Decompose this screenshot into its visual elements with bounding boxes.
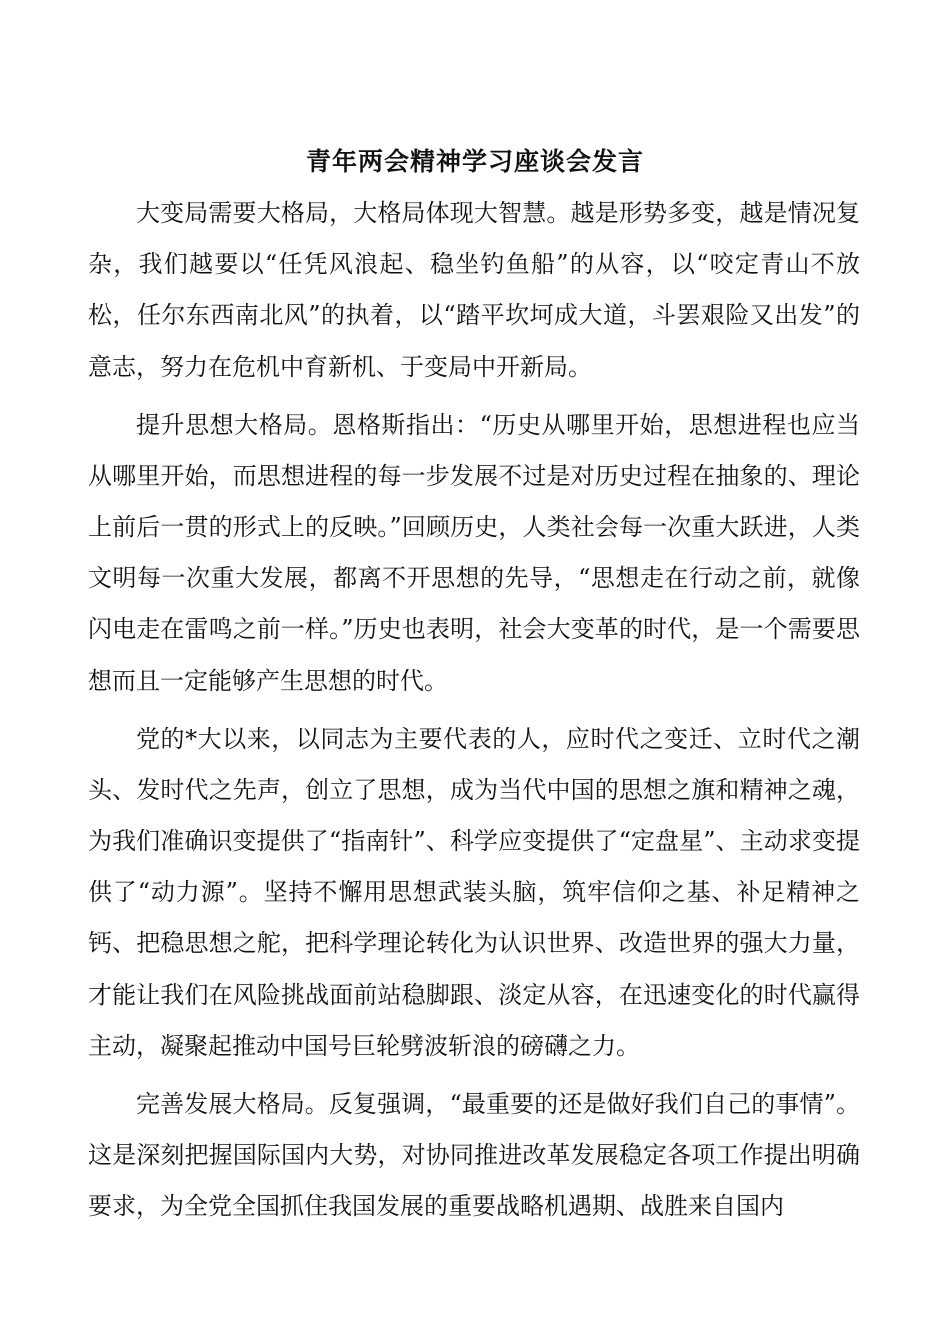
- paragraph: 完善发展大格局。反复强调，“最重要的还是做好我们自己的事情”。这是深刻把握国际国内大势，对协同推进改革发展稳定各项工作提出明确要求，为全党全国抓住我国发展的重要战略机遇期、战胜来自国内: [88, 1089, 860, 1221]
- paragraph: 大变局需要大格局，大格局体现大智慧。越是形势多变，越是情况复杂，我们越要以“任凭风浪起、稳坐钓鱼船”的从容，以“咬定青山不放松，任尔东西南北风”的执着，以“踏平坎坷成大道，斗罢艰险又出发”的意志，努力在危机中育新机、于变局中开新局。: [88, 199, 860, 381]
- document-title: 青年两会精神学习座谈会发言: [305, 147, 644, 176]
- paragraph: 党的*大以来，以同志为主要代表的人，应时代之变迁、立时代之潮头、发时代之先声，创立了思想，成为当代中国的思想之旗和精神之魂，为我们准确识变提供了“指南针”、科学应变提供了“定盘星”、主动求变提供了“动力源”。坚持不懈用思想武装头脑，筑牢信仰之基、补足精神之钙、把稳思想之舵，把科学理论转化为认识世界、改造世界的强大力量，才能让我们在风险挑战面前站稳脚跟、淡定从容，在迅速变化的时代赢得主动，凝聚起推动中国号巨轮劈波斩浪的磅礴之力。: [88, 724, 860, 1060]
- paragraph: 提升思想大格局。恩格斯指出：“历史从哪里开始，思想进程也应当从哪里开始，而思想进程的每一步发展不过是对历史过程在抽象的、理论上前后一贯的形式上的反映。”回顾历史，人类社会每一次重大跃进，人类文明每一次重大发展，都离不开思想的先导，“思想走在行动之前，就像闪电走在雷鸣之前一样。”历史也表明，社会大变革的时代，是一个需要思想而且一定能够产生思想的时代。: [88, 410, 860, 695]
- document-body: [88, 188, 860, 1239]
